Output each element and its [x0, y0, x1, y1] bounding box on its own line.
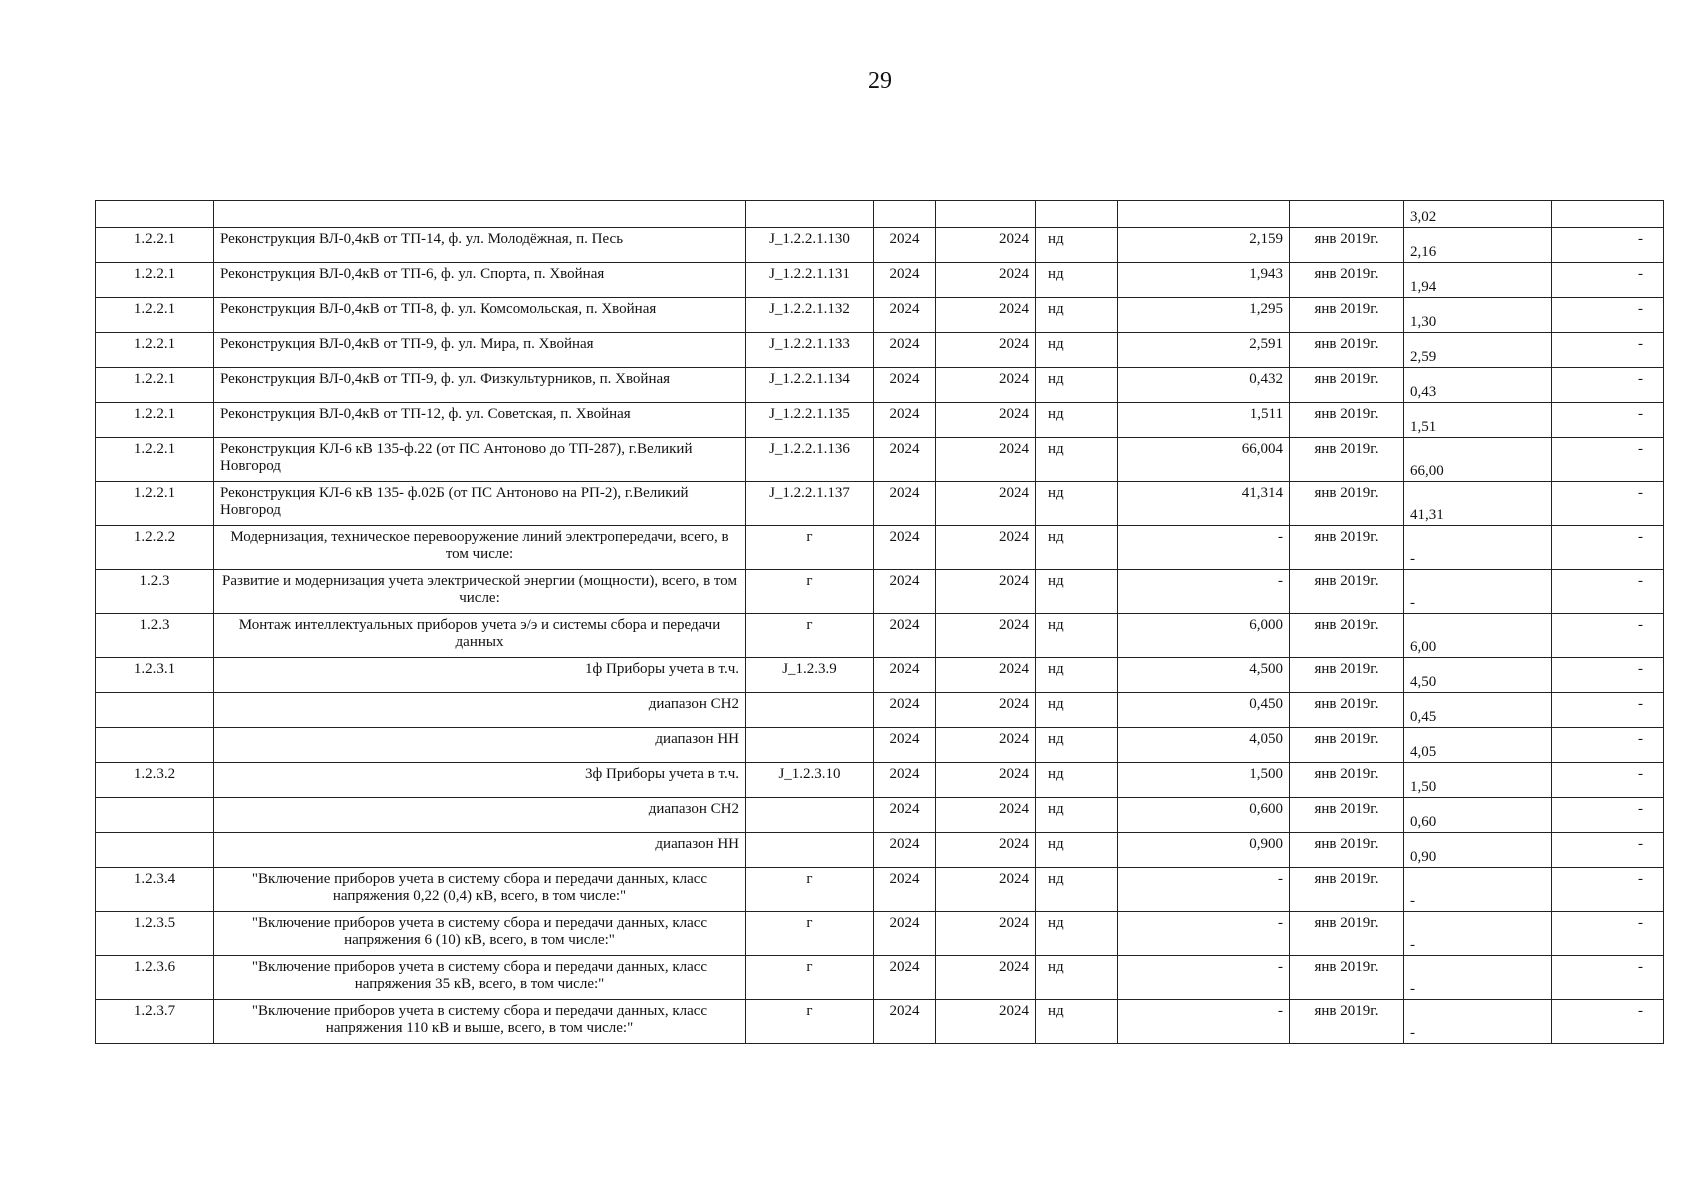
- cell-date: янв 2019г.: [1290, 658, 1404, 693]
- cell-year-end: 2024: [936, 798, 1036, 833]
- cell-last: -: [1552, 1000, 1664, 1044]
- cell-num: 1.2.3.5: [96, 912, 214, 956]
- cell-code: г: [746, 868, 874, 912]
- cell-date: янв 2019г.: [1290, 368, 1404, 403]
- cell-year-start: 2024: [874, 263, 936, 298]
- cell-name: Реконструкция КЛ-6 кВ 135- ф.02Б (от ПС Антоново на РП-2), г.Великий Новгород: [214, 482, 746, 526]
- table-row: [96, 1000, 1664, 1044]
- cell-year-start: 2024: [874, 693, 936, 728]
- cell-year-end: 2024: [936, 693, 1036, 728]
- table-row: [96, 333, 1664, 368]
- cell-date: янв 2019г.: [1290, 1000, 1404, 1044]
- cell-code: J_1.2.3.10: [746, 763, 874, 798]
- cell-last: -: [1552, 570, 1664, 614]
- cell-value: -: [1118, 1000, 1290, 1044]
- cell-year-start: [874, 201, 936, 228]
- cell-code: J_1.2.3.9: [746, 658, 874, 693]
- page-number: 29: [868, 68, 892, 94]
- cell-value: -: [1118, 570, 1290, 614]
- cell-code: [746, 693, 874, 728]
- cell-last: -: [1552, 228, 1664, 263]
- cell-name: Реконструкция КЛ-6 кВ 135-ф.22 (от ПС Антоново до ТП-287), г.Великий Новгород: [214, 438, 746, 482]
- cell-last: -: [1552, 368, 1664, 403]
- cell-date: янв 2019г.: [1290, 526, 1404, 570]
- cell-num: [96, 693, 214, 728]
- cell-code: [746, 201, 874, 228]
- cell-year-start: 2024: [874, 1000, 936, 1044]
- cell-num: 1.2.3.7: [96, 1000, 214, 1044]
- cell-status: нд: [1036, 868, 1118, 912]
- table-row: [96, 614, 1664, 658]
- cell-year-start: 2024: [874, 570, 936, 614]
- cell-year-start: 2024: [874, 798, 936, 833]
- cell-cost: 2,16: [1404, 228, 1552, 263]
- table-row: [96, 403, 1664, 438]
- cell-status: нд: [1036, 912, 1118, 956]
- investment-table-sheet: [95, 200, 1664, 1044]
- cell-name: Реконструкция ВЛ-0,4кВ от ТП-6, ф. ул. Спорта, п. Хвойная: [214, 263, 746, 298]
- cell-status: нд: [1036, 403, 1118, 438]
- cell-code: г: [746, 912, 874, 956]
- cell-cost: -: [1404, 570, 1552, 614]
- cell-name: "Включение приборов учета в систему сбора и передачи данных, класс напряжения 6 (10) кВ, всего, в том числе:": [214, 912, 746, 956]
- cell-date: янв 2019г.: [1290, 956, 1404, 1000]
- cell-year-end: 2024: [936, 658, 1036, 693]
- cell-year-start: 2024: [874, 728, 936, 763]
- cell-last: -: [1552, 482, 1664, 526]
- cell-year-start: 2024: [874, 333, 936, 368]
- cell-value: 6,000: [1118, 614, 1290, 658]
- investment-table: [95, 200, 1664, 1044]
- cell-status: нд: [1036, 658, 1118, 693]
- cell-name: диапазон СН2: [214, 693, 746, 728]
- cell-last: -: [1552, 868, 1664, 912]
- cell-value: 41,314: [1118, 482, 1290, 526]
- cell-cost: 3,02: [1404, 201, 1552, 228]
- cell-num: [96, 201, 214, 228]
- cell-year-end: 2024: [936, 298, 1036, 333]
- cell-year-end: 2024: [936, 333, 1036, 368]
- table-row: [96, 526, 1664, 570]
- cell-code: г: [746, 956, 874, 1000]
- table-row: [96, 912, 1664, 956]
- cell-num: [96, 728, 214, 763]
- cell-year-end: 2024: [936, 728, 1036, 763]
- cell-year-end: [936, 201, 1036, 228]
- cell-date: янв 2019г.: [1290, 912, 1404, 956]
- cell-status: нд: [1036, 798, 1118, 833]
- cell-date: янв 2019г.: [1290, 403, 1404, 438]
- cell-code: [746, 798, 874, 833]
- cell-num: 1.2.2.1: [96, 438, 214, 482]
- cell-year-start: 2024: [874, 368, 936, 403]
- cell-code: J_1.2.2.1.130: [746, 228, 874, 263]
- cell-date: янв 2019г.: [1290, 798, 1404, 833]
- cell-value: 2,591: [1118, 333, 1290, 368]
- cell-year-end: 2024: [936, 403, 1036, 438]
- cell-value: 2,159: [1118, 228, 1290, 263]
- cell-year-end: 2024: [936, 368, 1036, 403]
- table-row: [96, 693, 1664, 728]
- cell-date: янв 2019г.: [1290, 614, 1404, 658]
- cell-name: 3ф Приборы учета в т.ч.: [214, 763, 746, 798]
- cell-value: 66,004: [1118, 438, 1290, 482]
- cell-name: Монтаж интеллектуальных приборов учета э/э и системы сбора и передачи данных: [214, 614, 746, 658]
- cell-cost: 1,94: [1404, 263, 1552, 298]
- table-row: [96, 728, 1664, 763]
- cell-value: -: [1118, 956, 1290, 1000]
- cell-last: -: [1552, 658, 1664, 693]
- cell-code: J_1.2.2.1.136: [746, 438, 874, 482]
- cell-year-start: 2024: [874, 763, 936, 798]
- cell-num: 1.2.2.2: [96, 526, 214, 570]
- cell-year-start: 2024: [874, 868, 936, 912]
- cell-date: янв 2019г.: [1290, 570, 1404, 614]
- cell-num: 1.2.3.1: [96, 658, 214, 693]
- cell-year-start: 2024: [874, 526, 936, 570]
- cell-date: [1290, 201, 1404, 228]
- cell-year-end: 2024: [936, 570, 1036, 614]
- cell-value: 4,050: [1118, 728, 1290, 763]
- cell-date: янв 2019г.: [1290, 833, 1404, 868]
- cell-last: -: [1552, 833, 1664, 868]
- cell-year-start: 2024: [874, 912, 936, 956]
- cell-status: нд: [1036, 833, 1118, 868]
- cell-num: 1.2.3.2: [96, 763, 214, 798]
- table-row: [96, 263, 1664, 298]
- cell-value: -: [1118, 526, 1290, 570]
- cell-year-end: 2024: [936, 438, 1036, 482]
- cell-value: 0,900: [1118, 833, 1290, 868]
- cell-name: диапазон НН: [214, 833, 746, 868]
- cell-year-end: 2024: [936, 833, 1036, 868]
- cell-cost: 0,90: [1404, 833, 1552, 868]
- cell-status: нд: [1036, 1000, 1118, 1044]
- cell-year-end: 2024: [936, 482, 1036, 526]
- table-row-carryover: [96, 201, 1664, 228]
- cell-cost: 1,51: [1404, 403, 1552, 438]
- cell-year-start: 2024: [874, 482, 936, 526]
- cell-code: J_1.2.2.1.131: [746, 263, 874, 298]
- cell-cost: 4,05: [1404, 728, 1552, 763]
- cell-cost: -: [1404, 956, 1552, 1000]
- table-row: [96, 833, 1664, 868]
- table-row: [96, 798, 1664, 833]
- cell-name: Реконструкция ВЛ-0,4кВ от ТП-9, ф. ул. Мира, п. Хвойная: [214, 333, 746, 368]
- cell-cost: -: [1404, 526, 1552, 570]
- cell-num: 1.2.2.1: [96, 368, 214, 403]
- cell-cost: 66,00: [1404, 438, 1552, 482]
- cell-year-start: 2024: [874, 658, 936, 693]
- cell-num: 1.2.3: [96, 614, 214, 658]
- cell-year-start: 2024: [874, 228, 936, 263]
- cell-date: янв 2019г.: [1290, 693, 1404, 728]
- cell-value: 0,450: [1118, 693, 1290, 728]
- cell-value: [1118, 201, 1290, 228]
- cell-name: "Включение приборов учета в систему сбора и передачи данных, класс напряжения 35 кВ, всего, в том числе:": [214, 956, 746, 1000]
- cell-date: янв 2019г.: [1290, 263, 1404, 298]
- cell-num: 1.2.3: [96, 570, 214, 614]
- cell-num: 1.2.2.1: [96, 228, 214, 263]
- cell-name: 1ф Приборы учета в т.ч.: [214, 658, 746, 693]
- table-row: [96, 570, 1664, 614]
- cell-status: нд: [1036, 482, 1118, 526]
- cell-value: -: [1118, 868, 1290, 912]
- cell-date: янв 2019г.: [1290, 728, 1404, 763]
- cell-status: нд: [1036, 438, 1118, 482]
- cell-status: нд: [1036, 693, 1118, 728]
- cell-value: 4,500: [1118, 658, 1290, 693]
- cell-num: 1.2.3.4: [96, 868, 214, 912]
- cell-date: янв 2019г.: [1290, 868, 1404, 912]
- cell-status: нд: [1036, 614, 1118, 658]
- cell-name: диапазон СН2: [214, 798, 746, 833]
- cell-year-end: 2024: [936, 614, 1036, 658]
- cell-code: г: [746, 614, 874, 658]
- cell-num: 1.2.2.1: [96, 403, 214, 438]
- cell-status: нд: [1036, 228, 1118, 263]
- cell-last: -: [1552, 263, 1664, 298]
- cell-status: нд: [1036, 368, 1118, 403]
- cell-year-start: 2024: [874, 298, 936, 333]
- cell-date: янв 2019г.: [1290, 228, 1404, 263]
- table-row: [96, 482, 1664, 526]
- cell-last: -: [1552, 298, 1664, 333]
- cell-year-start: 2024: [874, 403, 936, 438]
- cell-code: J_1.2.2.1.137: [746, 482, 874, 526]
- cell-cost: 0,43: [1404, 368, 1552, 403]
- cell-last: -: [1552, 614, 1664, 658]
- cell-status: нд: [1036, 763, 1118, 798]
- cell-status: нд: [1036, 728, 1118, 763]
- cell-last: -: [1552, 728, 1664, 763]
- cell-year-end: 2024: [936, 763, 1036, 798]
- cell-code: г: [746, 1000, 874, 1044]
- cell-last: -: [1552, 763, 1664, 798]
- cell-cost: 1,50: [1404, 763, 1552, 798]
- cell-status: нд: [1036, 526, 1118, 570]
- cell-date: янв 2019г.: [1290, 333, 1404, 368]
- cell-year-start: 2024: [874, 614, 936, 658]
- cell-num: [96, 798, 214, 833]
- cell-year-start: 2024: [874, 438, 936, 482]
- table-row: [96, 368, 1664, 403]
- cell-year-end: 2024: [936, 868, 1036, 912]
- cell-year-end: 2024: [936, 228, 1036, 263]
- cell-num: 1.2.2.1: [96, 263, 214, 298]
- cell-value: 0,600: [1118, 798, 1290, 833]
- table-row: [96, 763, 1664, 798]
- table-row: [96, 868, 1664, 912]
- cell-year-start: 2024: [874, 956, 936, 1000]
- cell-cost: 4,50: [1404, 658, 1552, 693]
- table-row: [96, 298, 1664, 333]
- table-row: [96, 956, 1664, 1000]
- cell-num: [96, 833, 214, 868]
- cell-name: "Включение приборов учета в систему сбора и передачи данных, класс напряжения 110 кВ и выше, всего, в том числе:": [214, 1000, 746, 1044]
- cell-value: 1,511: [1118, 403, 1290, 438]
- cell-value: 0,432: [1118, 368, 1290, 403]
- cell-num: 1.2.2.1: [96, 482, 214, 526]
- cell-date: янв 2019г.: [1290, 482, 1404, 526]
- cell-last: -: [1552, 438, 1664, 482]
- cell-cost: 41,31: [1404, 482, 1552, 526]
- cell-code: J_1.2.2.1.134: [746, 368, 874, 403]
- cell-value: 1,295: [1118, 298, 1290, 333]
- cell-year-end: 2024: [936, 956, 1036, 1000]
- cell-last: -: [1552, 693, 1664, 728]
- cell-status: нд: [1036, 956, 1118, 1000]
- cell-num: 1.2.3.6: [96, 956, 214, 1000]
- cell-last: [1552, 201, 1664, 228]
- cell-value: -: [1118, 912, 1290, 956]
- cell-name: [214, 201, 746, 228]
- cell-code: г: [746, 526, 874, 570]
- cell-last: -: [1552, 333, 1664, 368]
- cell-last: -: [1552, 798, 1664, 833]
- cell-year-end: 2024: [936, 263, 1036, 298]
- cell-name: Модернизация, техническое перевооружение линий электропередачи, всего, в том числе:: [214, 526, 746, 570]
- cell-last: -: [1552, 912, 1664, 956]
- cell-cost: -: [1404, 1000, 1552, 1044]
- table-row: [96, 658, 1664, 693]
- cell-status: нд: [1036, 298, 1118, 333]
- cell-cost: -: [1404, 912, 1552, 956]
- cell-last: -: [1552, 956, 1664, 1000]
- cell-num: 1.2.2.1: [96, 333, 214, 368]
- cell-name: диапазон НН: [214, 728, 746, 763]
- cell-year-end: 2024: [936, 912, 1036, 956]
- cell-num: 1.2.2.1: [96, 298, 214, 333]
- cell-code: J_1.2.2.1.135: [746, 403, 874, 438]
- cell-cost: 0,60: [1404, 798, 1552, 833]
- cell-year-start: 2024: [874, 833, 936, 868]
- cell-cost: -: [1404, 868, 1552, 912]
- cell-value: 1,500: [1118, 763, 1290, 798]
- table-row: [96, 228, 1664, 263]
- cell-status: нд: [1036, 570, 1118, 614]
- cell-status: [1036, 201, 1118, 228]
- cell-date: янв 2019г.: [1290, 763, 1404, 798]
- cell-name: Развитие и модернизация учета электрической энергии (мощности), всего, в том числе:: [214, 570, 746, 614]
- cell-code: J_1.2.2.1.132: [746, 298, 874, 333]
- cell-name: Реконструкция ВЛ-0,4кВ от ТП-14, ф. ул. Молодёжная, п. Песь: [214, 228, 746, 263]
- cell-code: [746, 833, 874, 868]
- cell-cost: 6,00: [1404, 614, 1552, 658]
- cell-cost: 1,30: [1404, 298, 1552, 333]
- cell-status: нд: [1036, 333, 1118, 368]
- cell-value: 1,943: [1118, 263, 1290, 298]
- cell-status: нд: [1036, 263, 1118, 298]
- cell-name: Реконструкция ВЛ-0,4кВ от ТП-9, ф. ул. Физкультурников, п. Хвойная: [214, 368, 746, 403]
- cell-code: J_1.2.2.1.133: [746, 333, 874, 368]
- cell-code: [746, 728, 874, 763]
- cell-name: "Включение приборов учета в систему сбора и передачи данных, класс напряжения 0,22 (0,4) кВ, всего, в том числе:": [214, 868, 746, 912]
- cell-cost: 0,45: [1404, 693, 1552, 728]
- table-row: [96, 438, 1664, 482]
- cell-year-end: 2024: [936, 526, 1036, 570]
- cell-date: янв 2019г.: [1290, 298, 1404, 333]
- cell-cost: 2,59: [1404, 333, 1552, 368]
- cell-last: -: [1552, 403, 1664, 438]
- cell-year-end: 2024: [936, 1000, 1036, 1044]
- cell-date: янв 2019г.: [1290, 438, 1404, 482]
- cell-name: Реконструкция ВЛ-0,4кВ от ТП-8, ф. ул. Комсомольская, п. Хвойная: [214, 298, 746, 333]
- cell-code: г: [746, 570, 874, 614]
- cell-last: -: [1552, 526, 1664, 570]
- cell-name: Реконструкция ВЛ-0,4кВ от ТП-12, ф. ул. Советская, п. Хвойная: [214, 403, 746, 438]
